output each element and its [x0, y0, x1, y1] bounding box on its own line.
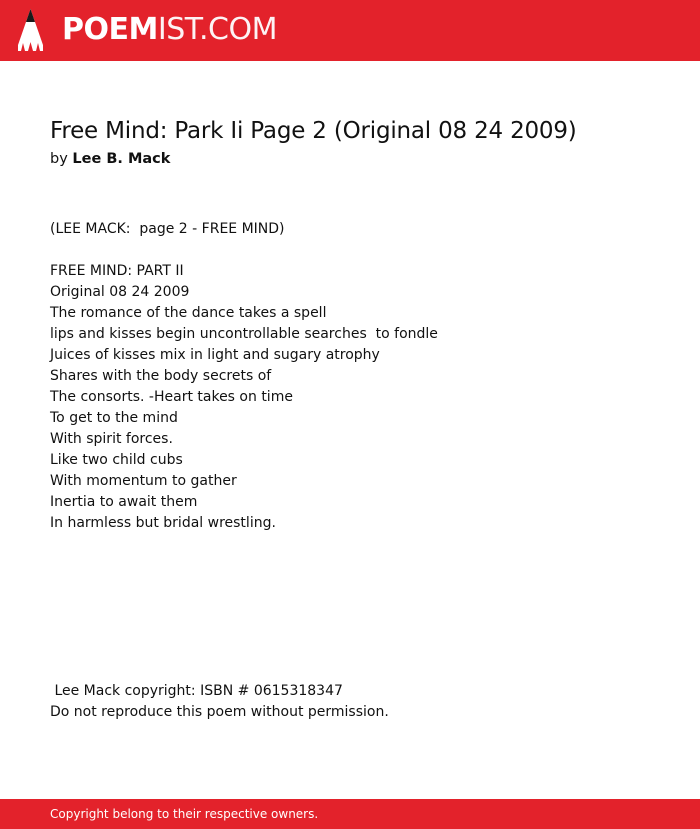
stanza-gap	[50, 240, 650, 261]
poem-title: Free Mind: Park Ii Page 2 (Original 08 24 2009)	[50, 118, 577, 144]
poem-line: To get to the mind	[50, 410, 178, 426]
poem-line: The romance of the dance takes a spell	[50, 305, 327, 321]
logo-light-text: IST.COM	[157, 12, 277, 47]
poem-line: lips and kisses begin uncontrollable searches to fondle	[50, 326, 438, 342]
footer-copyright: Copyright belong to their respective owners.	[50, 807, 319, 821]
poem-line: FREE MIND: PART II	[50, 263, 184, 279]
permission-line: Do not reproduce this poem without permission.	[50, 704, 389, 720]
poem-line: With momentum to gather	[50, 473, 237, 489]
poem-line: In harmless but bridal wrestling.	[50, 515, 276, 531]
poem-line: The consorts. -Heart takes on time	[50, 389, 293, 405]
byline	[50, 149, 170, 169]
copyright-line: Lee Mack copyright: ISBN # 0615318347	[50, 683, 343, 699]
site-header	[0, 0, 700, 61]
pencil-logo-icon[interactable]	[18, 9, 43, 51]
site-logo[interactable]	[62, 12, 277, 48]
poem-line: Inertia to await them	[50, 494, 198, 510]
poem-line: Original 08 24 2009	[50, 284, 190, 300]
poem-line: Shares with the body secrets of	[50, 368, 272, 384]
poem-copyright-note	[50, 681, 389, 723]
poem-line: Juices of kisses mix in light and sugary atrophy	[50, 347, 380, 363]
poem-intro: (LEE MACK: page 2 - FREE MIND)	[50, 221, 285, 237]
poem-line: With spirit forces.	[50, 431, 173, 447]
by-label: by	[50, 151, 68, 167]
logo-bold-text: POEM	[62, 12, 158, 47]
site-footer	[0, 799, 700, 829]
poem-body	[50, 219, 650, 534]
poem-line: Like two child cubs	[50, 452, 183, 468]
author-name: Lee B. Mack	[72, 151, 171, 167]
